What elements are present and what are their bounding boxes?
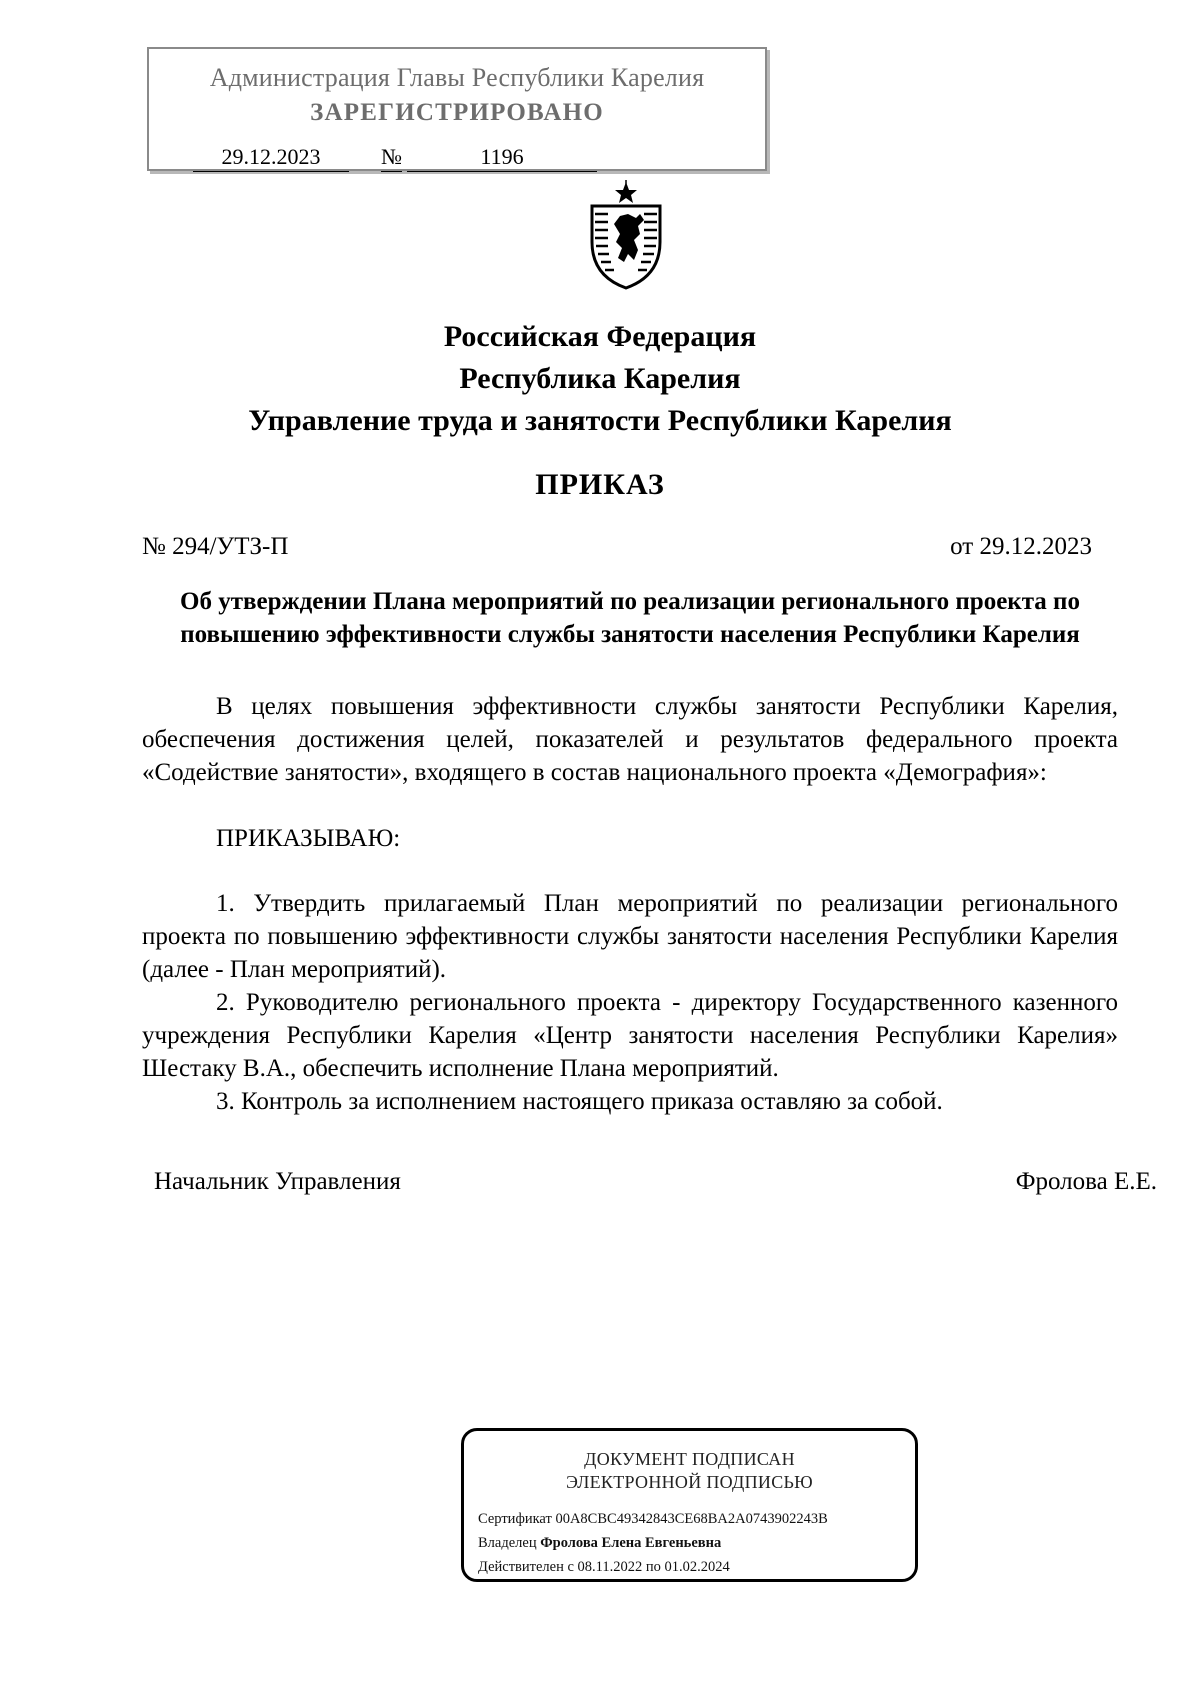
order-date: от 29.12.2023 bbox=[950, 533, 1092, 560]
esign-valid-to: 01.02.2024 bbox=[664, 1559, 730, 1575]
esign-valid-to-label: по bbox=[645, 1559, 661, 1575]
esign-title-line1: ДОКУМЕНТ ПОДПИСАН bbox=[584, 1449, 795, 1469]
header-country: Российская Федерация bbox=[443, 320, 757, 353]
esign-certificate-label: Сертификат bbox=[478, 1511, 552, 1527]
document-type: ПРИКАЗ bbox=[535, 468, 665, 501]
esign-valid-from: 08.11.2022 bbox=[577, 1559, 643, 1575]
header-authority: Управление труда и занятости Республики Карелия bbox=[248, 404, 952, 437]
header-region: Республика Карелия bbox=[459, 362, 741, 395]
registration-stamp bbox=[147, 47, 767, 171]
esign-owner-label: Владелец bbox=[478, 1535, 537, 1551]
body-item-2: 2. Руководителю регионального проекта - директору Государственного казенного учреждения Республики Карелия «Центр занятости населения Республики Карелия» Шестаку В.А., обеспечить исполнение Плана мероприятий. bbox=[142, 989, 1118, 1082]
body-item-1: 1. Утвердить прилагаемый План мероприятий по реализации регионального проекта по повышению эффективности службы занятости населения Республики Карелия (далее - План мероприятий). bbox=[142, 890, 1118, 983]
esign-title-line2: ЭЛЕКТРОННОЙ ПОДПИСЬЮ bbox=[566, 1472, 813, 1492]
body-intro: В целях повышения эффективности службы занятости Республики Карелия, обеспечения достижения целей, показателей и результатов федерального проекта «Содействие занятости», входящего в состав национального проекта «Демография»: bbox=[142, 693, 1118, 786]
esign-valid-label: Действителен с bbox=[478, 1559, 574, 1575]
order-subject: Об утверждении Плана мероприятий по реализации регионального проекта по повышению эффективности службы занятости населения Республики Карелия bbox=[180, 588, 1080, 648]
registration-organization: Администрация Главы Республики Карелия bbox=[209, 63, 705, 92]
esign-certificate-row bbox=[478, 1511, 828, 1528]
karelia-coat-of-arms-icon bbox=[584, 180, 668, 290]
registration-date: 29.12.2023 bbox=[193, 144, 349, 172]
body-order-word: ПРИКАЗЫВАЮ: bbox=[216, 825, 401, 852]
esign-validity-row bbox=[478, 1559, 730, 1576]
esign-owner-value: Фролова Елена Евгеньевна bbox=[540, 1535, 722, 1551]
order-number: № 294/УТЗ-П bbox=[142, 533, 289, 560]
body-item-3: 3. Контроль за исполнением настоящего приказа оставляю за собой. bbox=[216, 1088, 943, 1115]
signatory-position: Начальник Управления bbox=[154, 1168, 401, 1195]
electronic-signature-stamp bbox=[461, 1428, 918, 1582]
registration-number: 1196 bbox=[407, 144, 597, 172]
registration-status: ЗАРЕГИСТРИРОВАНО bbox=[310, 99, 604, 126]
esign-certificate-value: 00A8CBC49342843CE68BA2A0743902243B bbox=[555, 1511, 828, 1527]
signatory-name: Фролова Е.Е. bbox=[1015, 1168, 1157, 1195]
esign-owner-row bbox=[478, 1535, 721, 1552]
registration-number-label: № bbox=[381, 144, 402, 172]
